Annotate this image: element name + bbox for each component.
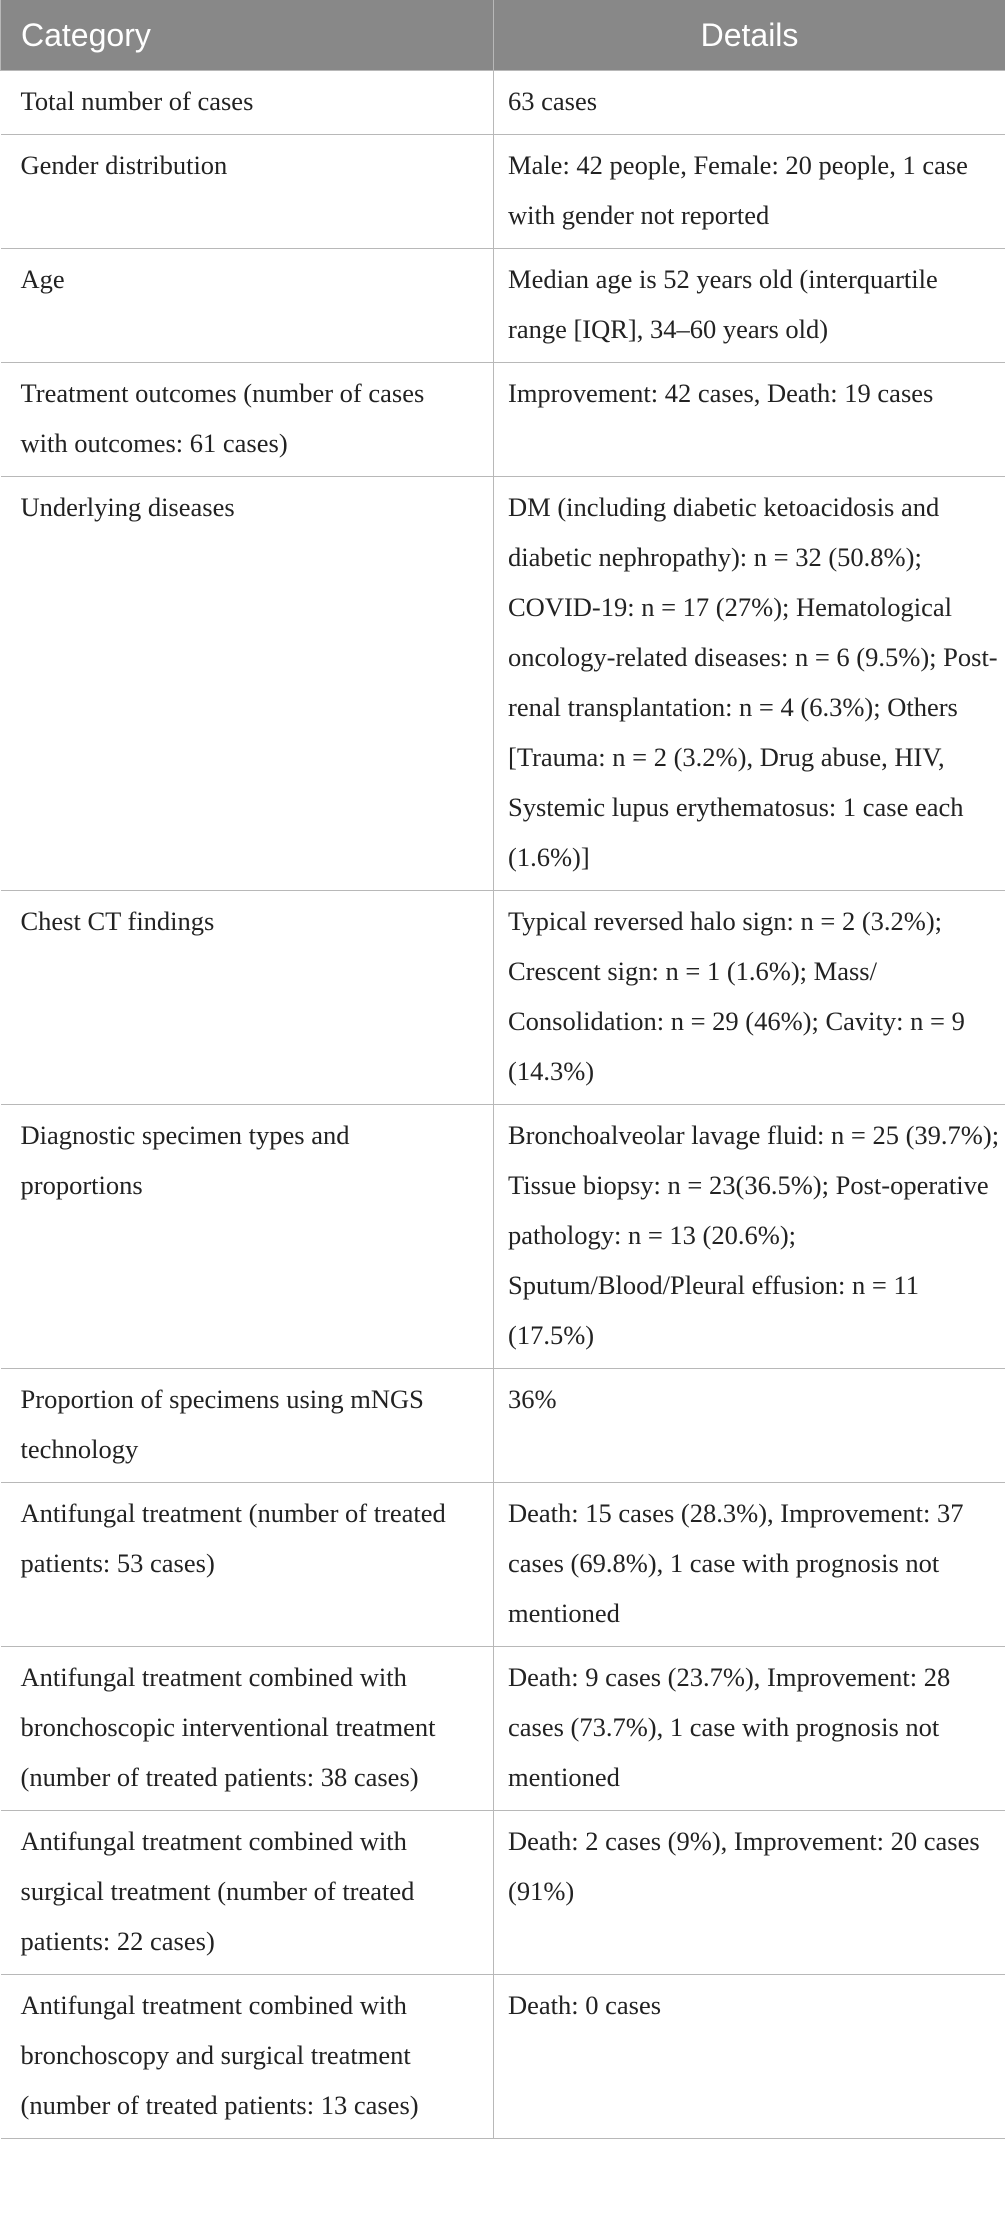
row-details: 63 cases [494,71,1005,135]
row-category: Underlying diseases [1,477,494,891]
row-category: Antifungal treatment combined with surgical treatment (number of treated patients: 22 cases) [1,1811,494,1975]
table-header-row [1,0,1005,71]
row-details: Male: 42 people, Female: 20 people, 1 case with gender not reported [494,135,1005,249]
table-row [1,71,1005,135]
row-category: Age [1,249,494,363]
table-row [1,1483,1005,1647]
row-details: Death: 0 cases [494,1975,1005,2139]
row-category: Chest CT findings [1,891,494,1105]
row-details: Death: 9 cases (23.7%), Improvement: 28 cases (73.7%), 1 case with prognosis not mentioned [494,1647,1005,1811]
table-row [1,1811,1005,1975]
header-details: Details [494,0,1005,71]
row-category: Proportion of specimens using mNGS technology [1,1369,494,1483]
row-details: Typical reversed halo sign: n = 2 (3.2%); Crescent sign: n = 1 (1.6%); Mass/ Consolidation: n = 29 (46%); Cavity: n = 9 (14.3%) [494,891,1005,1105]
row-category: Antifungal treatment combined with bronchoscopy and surgical treatment (number of treated patients: 13 cases) [1,1975,494,2139]
row-details: DM (including diabetic ketoacidosis and diabetic nephropathy): n = 32 (50.8%); COVID-19: n = 17 (27%); Hematological oncology-related diseases: n = 6 (9.5%); Post-renal transplantation: n = 4 (6.3%); Others [Trauma: n = 2 (3.2%), Drug abuse, HIV, Systemic lupus erythematosus: 1 case each (1.6%)] [494,477,1005,891]
row-category: Gender distribution [1,135,494,249]
table-row [1,477,1005,891]
row-category: Antifungal treatment (number of treated patients: 53 cases) [1,1483,494,1647]
table-row [1,249,1005,363]
header-category: Category [1,0,494,71]
table-row [1,891,1005,1105]
table-row [1,363,1005,477]
table-row [1,1975,1005,2139]
table-row [1,135,1005,249]
row-details: Death: 2 cases (9%), Improvement: 20 cases (91%) [494,1811,1005,1975]
row-details: Bronchoalveolar lavage fluid: n = 25 (39.7%); Tissue biopsy: n = 23(36.5%); Post-operative pathology: n = 13 (20.6%); Sputum/Blood/Pleural effusion: n = 11 (17.5%) [494,1105,1005,1369]
row-category: Treatment outcomes (number of cases with outcomes: 61 cases) [1,363,494,477]
row-details: 36% [494,1369,1005,1483]
table-row [1,1647,1005,1811]
row-category: Total number of cases [1,71,494,135]
table-row [1,1369,1005,1483]
row-category: Antifungal treatment combined with bronchoscopic interventional treatment (number of treated patients: 38 cases) [1,1647,494,1811]
row-details: Median age is 52 years old (interquartile range [IQR], 34–60 years old) [494,249,1005,363]
row-details: Improvement: 42 cases, Death: 19 cases [494,363,1005,477]
table-row [1,1105,1005,1369]
row-details: Death: 15 cases (28.3%), Improvement: 37 cases (69.8%), 1 case with prognosis not mentioned [494,1483,1005,1647]
row-category: Diagnostic specimen types and proportions [1,1105,494,1369]
